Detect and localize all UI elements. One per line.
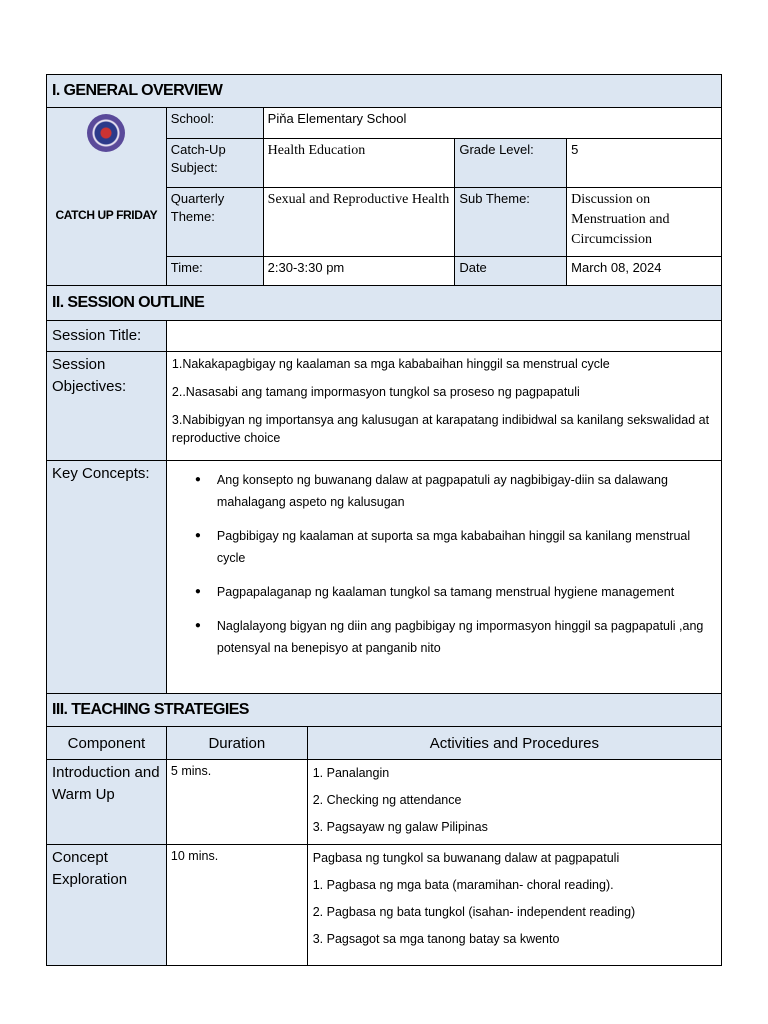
subject-label: Catch-Up Subject: bbox=[166, 139, 263, 188]
component-cell: Introduction and Warm Up bbox=[47, 760, 167, 845]
key-concepts-label: Key Concepts: bbox=[47, 461, 167, 694]
theme-value: Sexual and Reproductive Health bbox=[263, 188, 455, 257]
session-title-value bbox=[166, 321, 721, 352]
brand-cell bbox=[47, 108, 167, 287]
key-concept-item: ● Pagpapalaganap ng kaalaman tungkol sa tamang menstrual hygiene management bbox=[217, 581, 721, 603]
school-label: School: bbox=[166, 108, 263, 139]
key-concepts-list bbox=[167, 469, 721, 659]
section-2-title: II. SESSION OUTLINE bbox=[52, 294, 205, 311]
activity-item: 1. Panalangin bbox=[312, 766, 390, 780]
activity-item: 2. Pagbasa ng bata tungkol (isahan- independent reading) bbox=[312, 905, 636, 919]
theme-label: Quarterly Theme: bbox=[166, 188, 263, 257]
header-duration: Duration bbox=[166, 727, 307, 760]
subtheme-label: Sub Theme: bbox=[455, 188, 567, 257]
header-component: Component bbox=[47, 727, 167, 760]
activity-item: 1. Pagbasa ng mga bata (maramihan- choral reading). bbox=[312, 878, 614, 892]
objectives-cell bbox=[166, 352, 721, 461]
header-activities: Activities and Procedures bbox=[307, 727, 721, 760]
grade-label: Grade Level: bbox=[455, 139, 567, 188]
session-outline-table bbox=[46, 285, 722, 694]
catch-up-friday-label: CATCH UP FRIDAY bbox=[55, 208, 158, 222]
general-overview-table bbox=[46, 74, 722, 287]
section-3-title: III. TEACHING STRATEGIES bbox=[52, 701, 249, 718]
objective-item: 1.Nakakapagbigay ng kaalaman sa mga kababaihan hinggil sa menstrual cycle bbox=[171, 357, 610, 371]
objective-item: 2..Nasasabi ang tamang impormasyon tungkol sa proseso ng pagpapatuli bbox=[171, 385, 580, 399]
key-concept-item: ● Pagbibigay ng kaalaman at suporta sa mga kababaihan hinggil sa kanilang menstrual cycle bbox=[217, 525, 721, 569]
date-value: March 08, 2024 bbox=[567, 257, 722, 287]
component-cell: Concept Exploration bbox=[47, 845, 167, 966]
duration-cell: 10 mins. bbox=[166, 845, 307, 966]
date-label: Date bbox=[455, 257, 567, 287]
section-2-header bbox=[47, 286, 722, 321]
session-title-label: Session Title: bbox=[47, 321, 167, 352]
activities-cell bbox=[307, 845, 721, 966]
section-1-header bbox=[47, 75, 722, 108]
subject-value: Health Education bbox=[263, 139, 455, 188]
objectives-label: Session Objectives: bbox=[47, 352, 167, 461]
activity-item: 3. Pagsayaw ng galaw Pilipinas bbox=[312, 820, 488, 834]
duration-cell: 5 mins. bbox=[166, 760, 307, 845]
key-concept-item: ● Naglalayong bigyan ng diin ang pagbibigay ng impormasyon hinggil sa pagpapatuli ,ang potensyal na benepisyo at panganib nito bbox=[217, 615, 721, 659]
activities-cell bbox=[307, 760, 721, 845]
key-concept-item: ● Ang konsepto ng buwanang dalaw at pagpapatuli ay nagbibigay-diin sa dalawang mahalagang aspeto ng kalusugan bbox=[217, 469, 721, 513]
deped-seal-icon bbox=[87, 114, 125, 152]
subtheme-value: Discussion on Menstruation and Circumcission bbox=[567, 188, 722, 257]
section-1-title: I. GENERAL OVERVIEW bbox=[52, 82, 223, 99]
key-concepts-cell bbox=[166, 461, 721, 694]
objective-item: 3.Nabibigyan ng importansya ang kalusugan at karapatang indibidwal sa kanilang sekswalidad at reproductive choice bbox=[171, 413, 710, 445]
teaching-strategies-table bbox=[46, 693, 722, 966]
time-label: Time: bbox=[166, 257, 263, 287]
school-value: Piňa Elementary School bbox=[263, 108, 721, 139]
activity-item: 2. Checking ng attendance bbox=[312, 793, 462, 807]
section-3-header bbox=[47, 694, 722, 727]
activity-item: 3. Pagsagot sa mga tanong batay sa kwento bbox=[312, 932, 560, 946]
activity-item: Pagbasa ng tungkol sa buwanang dalaw at pagpapatuli bbox=[312, 851, 620, 865]
grade-value: 5 bbox=[567, 139, 722, 188]
time-value: 2:30-3:30 pm bbox=[263, 257, 455, 287]
